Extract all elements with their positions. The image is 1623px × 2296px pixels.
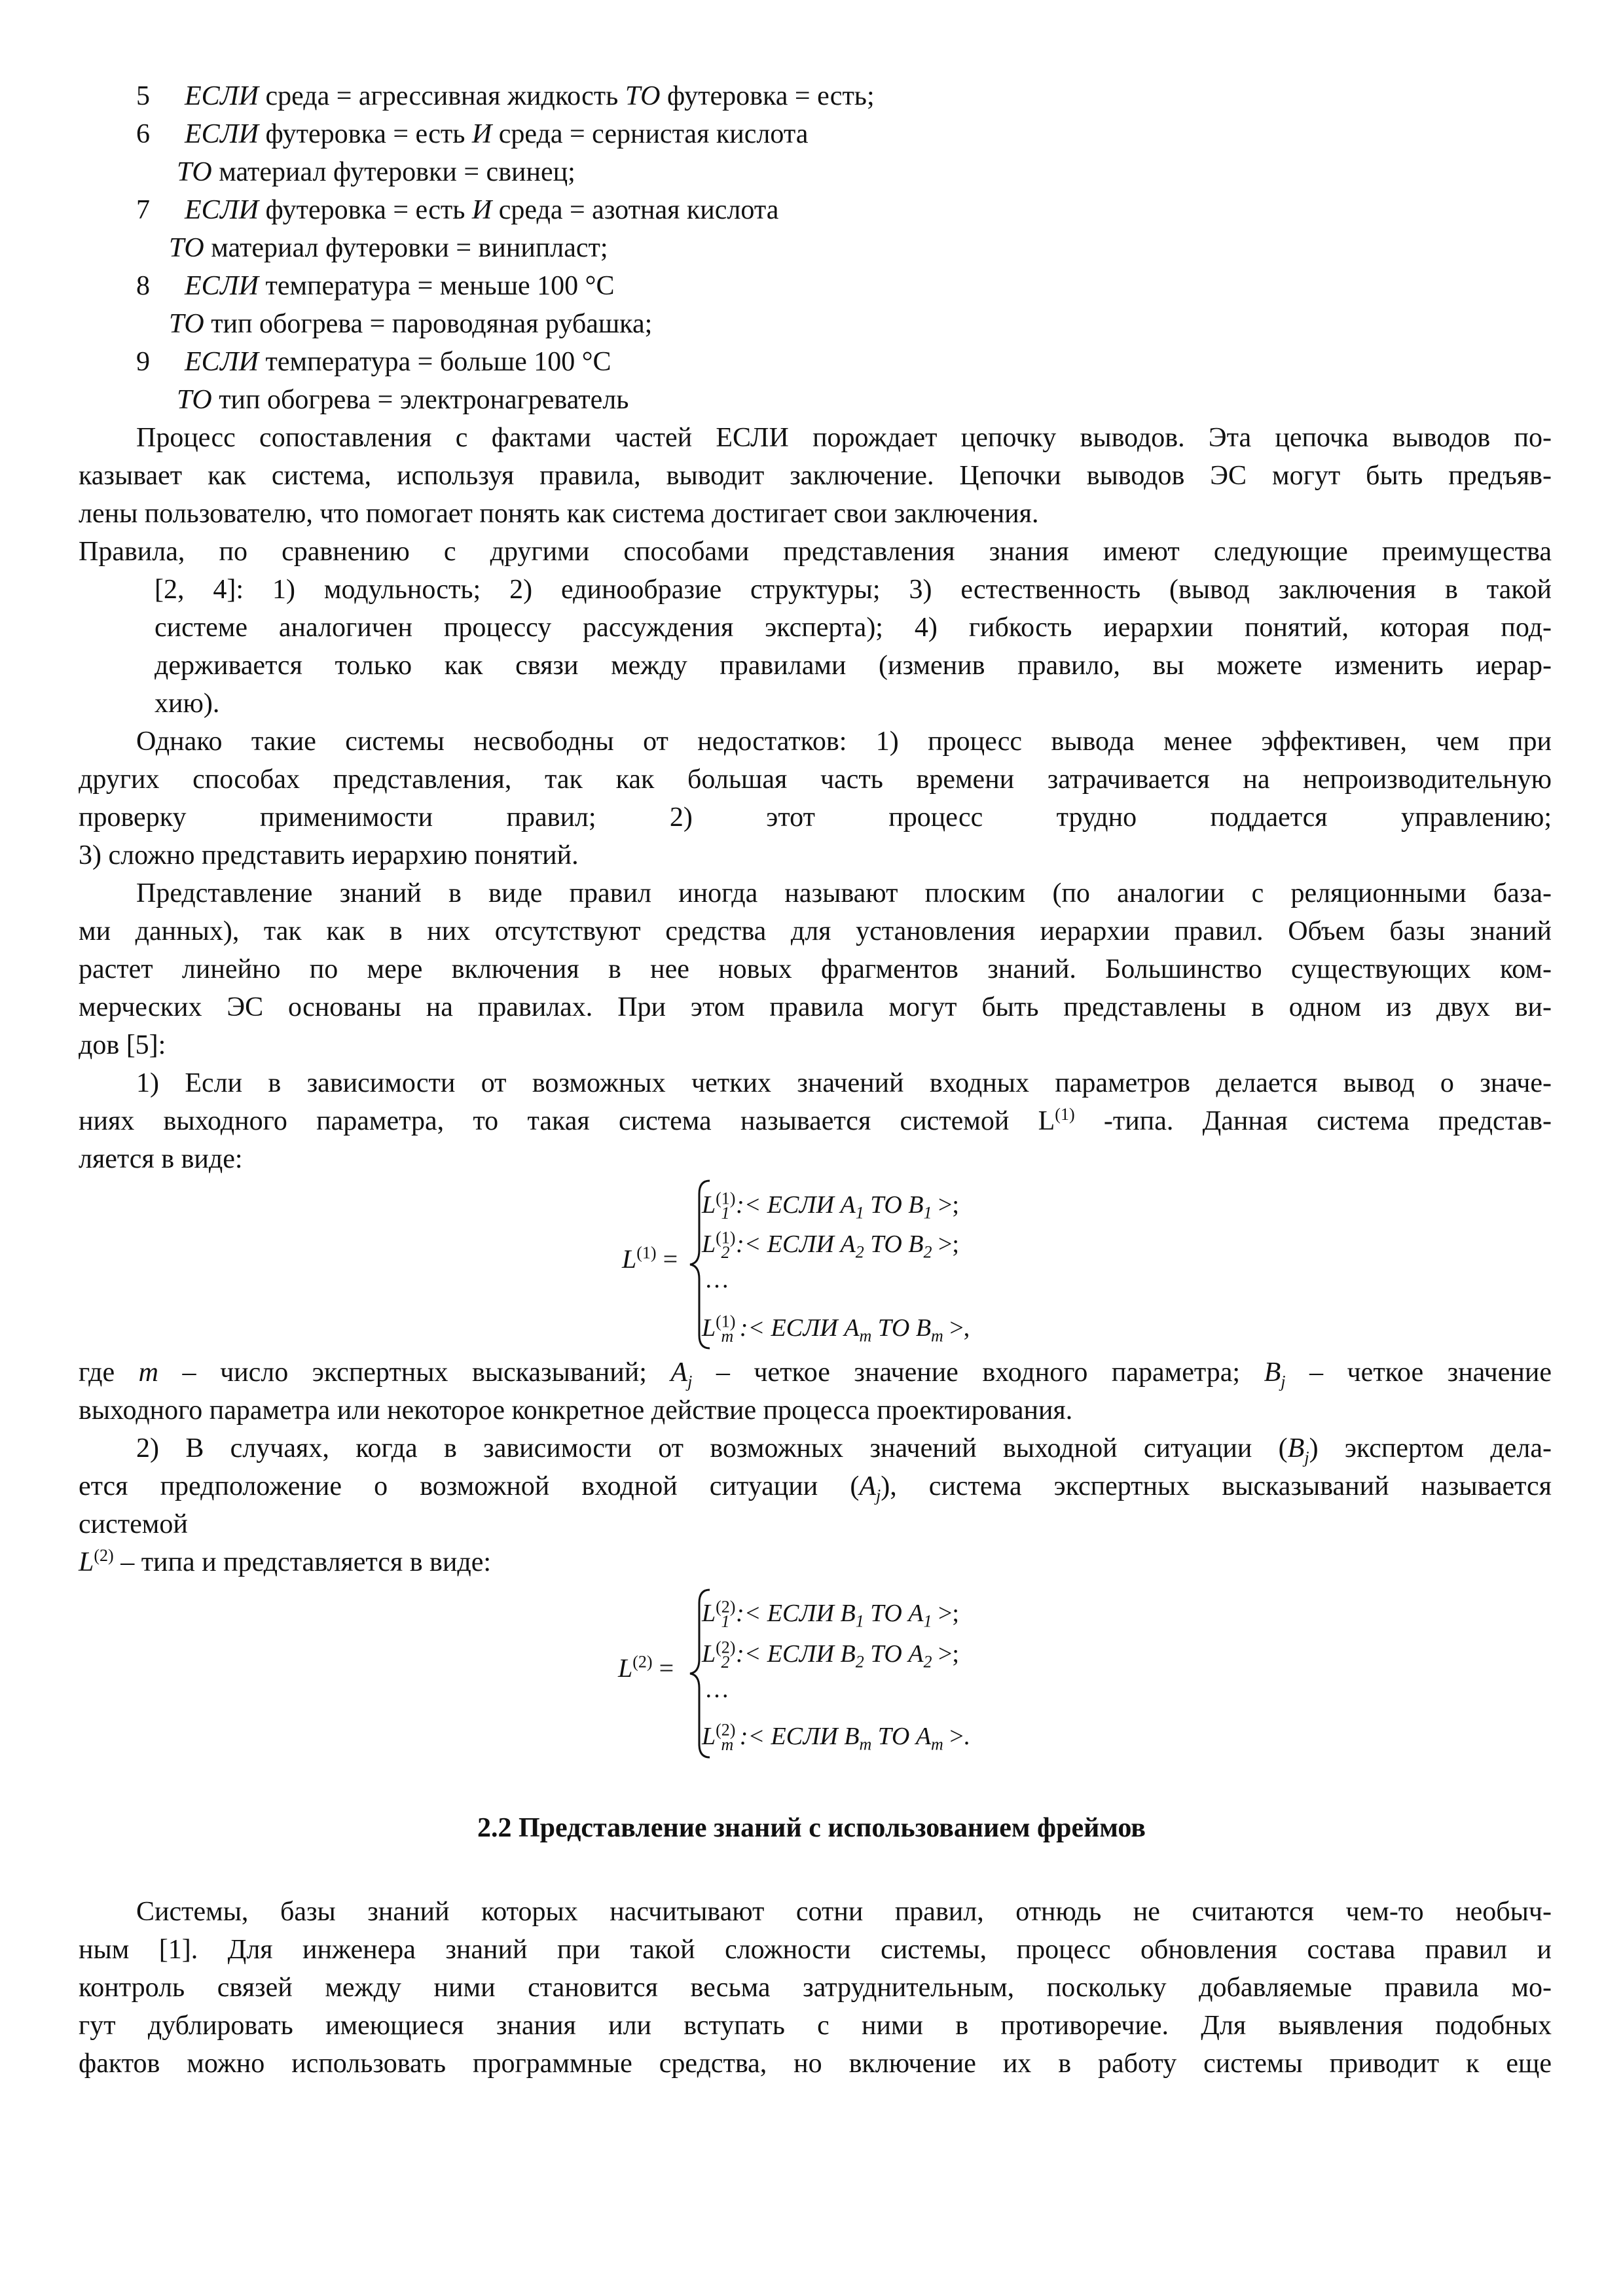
text-line: системе аналогичен процессу рассуждения эксперта); 4) гибкость иерархии понятий, которая под- (155, 613, 1552, 643)
rule-number: 5 (136, 81, 150, 111)
formula-row (702, 1717, 970, 1755)
keyword: ТО (177, 157, 212, 187)
text-line: ется предположение о возможной входной ситуации $(A_j)$, система экспертных высказываний называется (79, 1471, 1552, 1505)
formula-lhs: $L^{(1)}$ = (622, 1243, 678, 1274)
text-line: Представление знаний в виде правил иногда называют плоским (по аналогии с реляционными база- (136, 878, 1552, 908)
rule-subscript: 1 (721, 1611, 730, 1631)
text-line: мерческих ЭС основаны на правилах. При этом правила могут быть представлены в одном из двух ви- (79, 992, 1552, 1022)
text-line: где m – число экспертных высказываний; $A_j$ – четкое значение входного параметра; $B_j$ – четкое значение (79, 1357, 1552, 1391)
text-line: ниях выходного параметра, то такая система называется системой $L^{(1)}$ -типа. Данная система представ- (79, 1105, 1552, 1136)
formula-row (702, 1225, 959, 1263)
text-line: ми данных), так как в них отсутствуют средства для установления иерархии правил. Объем базы знаний (79, 916, 1552, 946)
conclusion-index: 1 (923, 1611, 932, 1631)
rule-superscript: (2) (716, 1720, 736, 1740)
text-line: Системы, базы знаний которых насчитывают сотни правил, отнюдь не считаются чем-то необыч- (136, 1897, 1552, 1927)
text-run: материал футеровки = свинец; (211, 157, 575, 187)
condition-index: 1 (855, 1611, 864, 1631)
rule-line (177, 381, 629, 419)
rule-line (185, 343, 611, 381)
text-run: температура = больше 100 °С (258, 347, 611, 377)
text-line: гут дублировать имеющиеся знания или вступать с ними в противоречие. Для выявления подобных (79, 2011, 1552, 2041)
keyword: ТО (169, 309, 204, 339)
text-line: [2, 4]: 1) модульность; 2) единообразие структуры; 3) естественность (вывод заключения в такой (155, 575, 1552, 605)
text-line: ляется в виде: (79, 1144, 243, 1174)
rule-subscript: 1 (721, 1203, 730, 1223)
rule-subscript: 2 (721, 1652, 730, 1672)
rule-symbol: L (702, 1640, 716, 1668)
formula-row (702, 1186, 959, 1224)
rule-line (185, 191, 778, 229)
conclusion-text: ТО A (871, 1723, 932, 1750)
text-line: $L^{(2)}$ – типа и представляется в виде: (79, 1546, 492, 1577)
rule-symbol: L (702, 1723, 716, 1750)
row-end: >; (932, 1230, 959, 1258)
condition-text: :< ЕСЛИ A (729, 1191, 856, 1219)
text-run: футеровка = есть (258, 119, 472, 149)
rule-symbol: L (702, 1191, 716, 1219)
formula-dots: … (704, 1676, 729, 1703)
text-line: 3) сложно представить иерархию понятий. (79, 840, 579, 870)
keyword: ЕСЛИ (185, 195, 259, 225)
formula-row (702, 1635, 959, 1673)
text-line: Процесс сопоставления с фактами частей ЕСЛИ порождает цепочку выводов. Эта цепочка выводов по- (136, 423, 1552, 453)
row-end: >. (943, 1723, 970, 1750)
keyword: И (471, 119, 492, 149)
rule-superscript: (1) (716, 1312, 736, 1331)
conclusion-text: ТО A (864, 1640, 924, 1668)
text-line: 2) В случаях, когда в зависимости от возможных значений выходной ситуации $(B_j)$ экспертом дела- (136, 1433, 1552, 1467)
keyword: ТО (177, 385, 212, 415)
text-line: Правила, по сравнению с другими способами представления знания имеют следующие преимущества (79, 537, 1552, 567)
text-run: среда = агрессивная жидкость (258, 81, 625, 111)
text-line: Однако такие системы несвободны от недостатков: 1) процесс вывода менее эффективен, чем при (136, 726, 1552, 757)
condition-index: 2 (855, 1242, 864, 1262)
rule-symbol: L (702, 1600, 716, 1627)
conclusion-text: ТО B (871, 1314, 932, 1342)
condition-index: m (859, 1326, 872, 1346)
rule-line (185, 267, 615, 305)
text-run: среда = азотная кислота (492, 195, 779, 225)
text-line: хию). (155, 689, 220, 719)
condition-text: :< ЕСЛИ B (729, 1640, 856, 1668)
text-run: тип обогрева = электронагреватель (211, 385, 629, 415)
text-line: лены пользователю, что помогает понять как система достигает свои заключения. (79, 499, 1039, 529)
rule-subscript: m (721, 1326, 734, 1346)
text-run: температура = меньше 100 °С (258, 271, 615, 301)
rule-symbol: L (702, 1314, 716, 1342)
text-line: дов [5]: (79, 1030, 166, 1060)
text-line: 1) Если в зависимости от возможных четких значений входных параметров делается вывод о значе- (136, 1068, 1552, 1098)
text-run: футеровка = есть (258, 195, 472, 225)
text-run: футеровка = есть; (660, 81, 875, 111)
rule-subscript: 2 (721, 1242, 730, 1262)
condition-text: :< ЕСЛИ B (729, 1600, 856, 1627)
text-line: других способах представления, так как большая часть времени затрачивается на непроизводительную (79, 764, 1552, 795)
text-line: фактов можно использовать программные средства, но включение их в работу системы приводит к еще (79, 2049, 1552, 2079)
rule-number: 9 (136, 347, 150, 377)
rule-number: 6 (136, 119, 150, 149)
keyword: ЕСЛИ (185, 347, 259, 377)
conclusion-text: ТО B (864, 1191, 924, 1219)
text-line: проверку применимости правил; 2) этот процесс трудно поддается управлению; (79, 802, 1552, 833)
text-run: тип обогрева = пароводяная рубашка; (204, 309, 653, 339)
conclusion-index: m (931, 1734, 943, 1754)
conclusion-index: 2 (923, 1242, 932, 1262)
row-end: >; (932, 1191, 959, 1219)
condition-index: m (859, 1734, 872, 1754)
text-run: материал футеровки = винипласт; (204, 233, 608, 263)
text-line: контроль связей между ними становится весьма затруднительным, поскольку добавляемые правила мо- (79, 1973, 1552, 2003)
rule-line (185, 77, 875, 115)
keyword: ТО (169, 233, 204, 263)
rule-subscript: m (721, 1734, 734, 1754)
text-line: держивается только как связи между правилами (изменив правило, вы можете изменить иерар- (155, 651, 1552, 681)
section-heading: 2.2 Представление знаний с использованием фреймов (477, 1813, 1146, 1843)
condition-text: :< ЕСЛИ A (729, 1230, 856, 1258)
condition-text: :< ЕСЛИ A (733, 1314, 860, 1342)
text-line: казывает как система, используя правила, выводит заключение. Цепочки выводов ЭС могут быть предъяв- (79, 461, 1552, 491)
conclusion-index: m (931, 1326, 943, 1346)
keyword: ЕСЛИ (185, 119, 259, 149)
text-run: среда = сернистая кислота (492, 119, 809, 149)
text-line: растет линейно по мере включения в нее новых фрагментов знаний. Большинство существующих ком- (79, 954, 1552, 984)
formula-row (702, 1594, 959, 1632)
conclusion-index: 1 (923, 1203, 932, 1223)
row-end: >; (932, 1600, 959, 1627)
keyword: ЕСЛИ (185, 271, 259, 301)
condition-text: :< ЕСЛИ B (733, 1723, 860, 1750)
conclusion-text: ТО A (864, 1600, 924, 1627)
rule-number: 8 (136, 271, 150, 301)
keyword: ТО (625, 81, 661, 111)
formula-row (702, 1309, 970, 1347)
keyword: И (471, 195, 492, 225)
rule-symbol: L (702, 1230, 716, 1258)
rule-line (177, 153, 575, 191)
row-end: >; (932, 1640, 959, 1668)
rule-line (169, 229, 608, 267)
rule-superscript: (2) (716, 1638, 736, 1657)
conclusion-text: ТО B (864, 1230, 924, 1258)
rule-number: 7 (136, 195, 150, 225)
rule-superscript: (1) (716, 1189, 736, 1208)
rule-superscript: (1) (716, 1228, 736, 1247)
rule-line (185, 115, 808, 153)
row-end: >, (943, 1314, 970, 1342)
rule-superscript: (2) (716, 1597, 736, 1617)
condition-index: 1 (855, 1203, 864, 1223)
condition-index: 2 (855, 1652, 864, 1672)
text-line: выходного параметра или некоторое конкретное действие процесса проектирования. (79, 1395, 1073, 1426)
keyword: ЕСЛИ (185, 81, 259, 111)
formula-lhs: $L^{(2)}$ = (618, 1652, 674, 1683)
rule-line (169, 305, 652, 343)
text-line: системой (79, 1509, 188, 1539)
formula-dots: … (704, 1266, 729, 1293)
conclusion-index: 2 (923, 1652, 932, 1672)
text-line: ным [1]. Для инженера знаний при такой сложности системы, процесс обновления состава правил и (79, 1935, 1552, 1965)
